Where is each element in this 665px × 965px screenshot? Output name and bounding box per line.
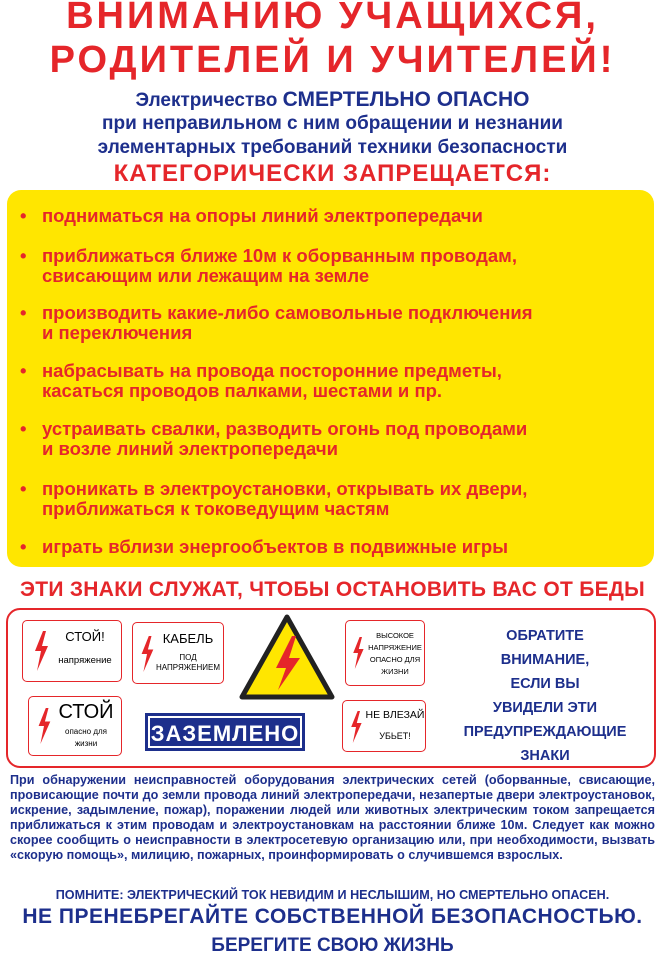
sign-label: НАПРЯЖЕНИЕМ [156,663,220,672]
bullet: • [20,205,27,226]
rule-item [20,246,645,286]
rule-text: набрасывать на провода посторонние предметы, [42,360,502,381]
rule-text: и возле линий электропередачи [42,438,338,459]
rule-item [20,537,645,557]
notice-line: ЕСЛИ ВЫ [510,676,580,692]
rule-text: приближаться ближе 10м к оборванным проводам, [42,245,517,266]
neglect-text: НЕ ПРЕНЕБРЕГАЙТЕ СОБСТВЕННОЙ БЕЗОПАСНОСТЬЮ. [22,905,643,928]
sign-cable [132,622,224,684]
rule-item [20,206,645,226]
notice-line: ЗНАКИ [520,748,570,764]
info-paragraph: При обнаружении неисправностей оборудования электрических сетей (оборванные, свисающие, провисающие почти до земли провода линий электропередачи, незапертые двери электроустановок, искрение, задымление, пожар), поражении людей или животных электрическим током запрещается приближаться к этим проводам и электроустановкам на расстоянии ближе 10м. Следует как можно скорее сообщить о неисправности в электросетевую организацию или, при необходимости, вызвать «скорую помощь», милицию, пожарных, проинформировать о случившемся взрослых. [10,773,655,862]
page-title-line2: РОДИТЕЛЕЙ И УЧИТЕЛЕЙ! [49,39,616,81]
sign-label: ЖИЗНИ [381,667,409,676]
rule-text: приближаться к токоведущим частям [42,498,390,519]
sign-label: НЕ ВЛЕЗАЙ [365,709,425,721]
sign-label: УБЬЕТ! [379,731,411,741]
bullet: • [20,418,27,439]
sign-label: СТОЙ! [65,629,105,644]
rule-item [20,361,645,401]
bullet: • [20,478,27,499]
sign-no-climb [342,700,426,752]
lightning-icon [350,635,366,671]
sign-label: ОПАСНО ДЛЯ [369,655,421,664]
rule-item [20,419,645,459]
sign-stop-life [28,696,122,756]
bullet: • [20,245,27,266]
warning-triangle-icon [238,612,336,702]
rule-text: производить какие-либо самовольные подключения [42,302,533,323]
sign-label: КАБЕЛЬ [162,631,214,646]
save-life-text: БЕРЕГИТЕ СВОЮ ЖИЗНЬ [211,935,454,956]
remember-text: ПОМНИТЕ: ЭЛЕКТРИЧЕСКИЙ ТОК НЕВИДИМ И НЕСЛЫШИМ, НО СМЕРТЕЛЬНО ОПАСЕН. [55,888,610,902]
page-title-line1: ВНИМАНИЮ УЧАЩИХСЯ, [66,0,599,37]
rule-item [20,479,645,519]
prohibited-heading: КАТЕГОРИЧЕСКИ ЗАПРЕЩАЕТСЯ: [113,160,552,187]
sign-label: НАПРЯЖЕНИЕ [368,643,422,652]
notice-line: ОБРАТИТЕ [506,628,584,644]
sign-label: ВЫСОКОЕ [376,631,414,640]
lightning-icon [31,631,51,671]
notice-line: ПРЕДУПРЕЖДАЮЩИЕ [463,724,627,740]
notice-line: УВИДЕЛИ ЭТИ [492,700,598,716]
notice-text [440,624,650,768]
lightning-icon [348,710,364,744]
rule-text: устраивать свалки, разводить огонь под проводами [42,418,528,439]
sign-label: СТОЙ [58,701,114,723]
intro-line3: элементарных требований техники безопасности [97,137,568,158]
rule-text: и переключения [42,322,193,343]
sign-grounded: ЗАЗЕМЛЕНО [145,713,305,751]
bullet: • [20,302,27,323]
signs-heading: ЭТИ ЗНАКИ СЛУЖАТ, ЧТОБЫ ОСТАНОВИТЬ ВАС ОТ БЕДЫ [19,578,646,601]
intro-line1 [0,88,665,113]
bullet: • [20,360,27,381]
rule-text: подниматься на опоры линий электропередачи [42,205,483,226]
intro-line2: при неправильном с ним обращении и незнании [102,113,563,134]
rule-text: проникать в электроустановки, открывать их двери, [42,478,528,499]
sign-label: напряжение [58,655,112,666]
lightning-icon [35,707,53,745]
sign-high-voltage [345,620,425,686]
sign-label: опасно для [65,727,107,736]
rule-item [20,303,645,343]
rule-text: касаться проводов палками, шестами и пр. [42,380,443,401]
intro-emphasis: СМЕРТЕЛЬНО ОПАСНО [282,88,530,111]
sign-label: ПОД [179,653,197,662]
rule-text: свисающим или лежащим на земле [42,265,370,286]
bullet: • [20,536,27,557]
sign-label: жизни [74,739,98,748]
rule-text: играть вблизи энергообъектов в подвижные игры [42,536,508,557]
sign-stop-voltage [22,620,122,682]
intro-prefix: Электричество [135,90,283,111]
lightning-icon [138,635,156,673]
notice-line: ВНИМАНИЕ, [500,652,590,668]
